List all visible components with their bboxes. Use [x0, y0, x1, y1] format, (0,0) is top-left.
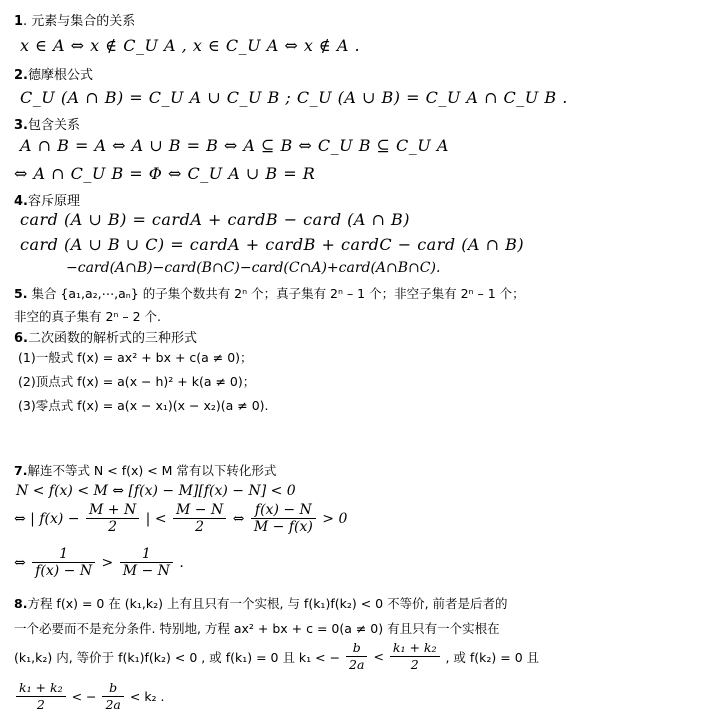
fraction-denominator: 2a [105, 697, 121, 712]
section-5-text-2: 非空的真子集有 2ⁿ – 2 个. [14, 309, 162, 324]
section-4-formula-3: −card(A∩B)−card(B∩C)−card(C∩A)+card(A∩B∩C). [66, 260, 441, 276]
section-5-text-1: 集合 {a₁,a₂,⋯,aₙ} 的子集个数共有 2ⁿ 个；真子集有 2ⁿ – 1 个；非空子集有 2ⁿ – 1 个； [31, 286, 525, 301]
section-7-heading [14, 461, 276, 479]
section-7-l2-part-c: ⇔ [232, 510, 245, 527]
section-7-number: 7. [14, 463, 28, 478]
section-4-formula-1: card (A ∪ B) = cardA + cardB − card (A ∩ B) [20, 210, 411, 229]
section-7-l3-part-a: ⇔ [14, 554, 26, 571]
fraction-numerator: b [102, 680, 123, 697]
section-8-line-4 [14, 680, 165, 713]
section-8-l4-part-a: < − [71, 689, 97, 704]
section-1-title: . 元素与集合的关系 [23, 14, 136, 29]
fraction-numerator: M − N [173, 502, 226, 519]
section-3-formula-1: A ∩ B = A ⇔ A ∪ B = B ⇔ A ⊆ B ⇔ C_U B ⊆ C_U A [20, 136, 449, 155]
section-7-line-1: N < f(x) < M ⇔ [f(x) − M][f(x) − N] < 0 [16, 483, 296, 499]
fraction-numerator: k₁ + k₂ [390, 640, 440, 657]
section-1-heading [14, 10, 135, 29]
fraction-denominator: 2 [36, 697, 45, 712]
section-7-l3-part-b: > [101, 554, 114, 571]
section-3-heading [14, 114, 80, 133]
fraction-numerator: 1 [120, 546, 173, 563]
section-2-heading [14, 64, 93, 83]
section-3-number: 3. [14, 118, 28, 133]
fraction-1-over-m-minus-n [120, 546, 173, 579]
section-3-formula-2: ⇔ A ∩ C_U B = Φ ⇔ C_U A ∪ B = R [14, 164, 316, 183]
section-7-l2-part-b: | < [145, 510, 167, 527]
fraction-1-over-fx-minus-n [32, 546, 95, 579]
fraction-k1-plus-k2-over-2 [390, 640, 440, 673]
fraction-m-minus-n-over-2 [173, 502, 226, 535]
section-5-number: 5. [14, 286, 28, 301]
section-8-l3-part-c: , 或 f(k₂) = 0 且 [445, 649, 540, 665]
section-4-formula-2: card (A ∪ B ∪ C) = cardA + cardB + cardC − card (A ∩ B) [20, 235, 525, 254]
section-3-title: 包含关系 [27, 118, 80, 133]
section-8-l4-part-b: < k₂ . [129, 689, 165, 704]
fraction-numerator: k₁ + k₂ [16, 680, 66, 697]
section-6-item-2: (2)顶点式 f(x) = a(x − h)² + k(a ≠ 0)； [18, 374, 256, 389]
section-7-line-3 [14, 546, 184, 579]
section-4-title: 容斥原理 [27, 194, 80, 209]
fraction-fx-minus-n-over-m-minus-fx [251, 502, 316, 535]
fraction-b-over-2a [102, 680, 123, 713]
fraction-denominator: 2 [410, 657, 419, 672]
section-7-title: 解连不等式 N < f(x) < M 常有以下转化形式 [27, 463, 277, 478]
section-5-line-1 [14, 284, 525, 302]
fraction-denominator: M − f(x) [253, 519, 313, 535]
section-8-line-3 [14, 640, 539, 673]
fraction-numerator: M + N [86, 502, 139, 519]
fraction-m-plus-n-over-2 [86, 502, 139, 535]
section-1-formula: x ∈ A ⇔ x ∉ C_U A , x ∈ C_U A ⇔ x ∉ A . [20, 36, 361, 55]
fraction-numerator: b [346, 640, 367, 657]
section-8-number: 8. [14, 596, 28, 611]
section-6-title: 二次函数的解析式的三种形式 [27, 331, 197, 346]
section-8-line-1 [14, 594, 508, 612]
fraction-k1-plus-k2-over-2 [16, 680, 66, 713]
section-6-item-3: (3)零点式 f(x) = a(x − x₁)(x − x₂)(a ≠ 0). [18, 398, 269, 413]
fraction-numerator: f(x) − N [251, 502, 316, 519]
section-6-item-1: (1)一般式 f(x) = ax² + bx + c(a ≠ 0)； [18, 350, 253, 365]
section-7-line-2 [14, 502, 347, 535]
section-7-l2-part-a: ⇔ | f(x) − [14, 510, 80, 527]
section-2-title: 德摩根公式 [27, 68, 93, 83]
section-7-l2-part-e: > 0 [322, 510, 348, 527]
fraction-denominator: f(x) − N [35, 563, 93, 579]
fraction-denominator: 2a [349, 657, 365, 672]
fraction-denominator: M − N [122, 563, 170, 579]
section-2-number: 2. [14, 68, 28, 83]
section-1-number: 1 [14, 14, 24, 29]
section-8-l3-part-b: < [373, 649, 384, 664]
section-7-l3-part-c: . [179, 554, 184, 571]
section-4-heading [14, 190, 80, 209]
section-6-number: 6. [14, 331, 28, 346]
fraction-b-over-2a [346, 640, 367, 673]
section-8-text-1: 方程 f(x) = 0 在 (k₁,k₂) 上有且只有一个实根, 与 f(k₁)f(k₂) < 0 不等价, 前者是后者的 [27, 596, 508, 611]
section-4-number: 4. [14, 194, 28, 209]
section-6-heading [14, 327, 197, 346]
fraction-denominator: 2 [195, 519, 205, 535]
section-2-formula: C_U (A ∩ B) = C_U A ∪ C_U B ; C_U (A ∪ B) = C_U A ∩ C_U B . [20, 88, 568, 107]
fraction-denominator: 2 [108, 519, 118, 535]
section-8-text-2: 一个必要而不是充分条件. 特别地, 方程 ax² + bx + c = 0(a ≠ 0) 有且只有一个实根在 [14, 621, 500, 636]
fraction-numerator: 1 [32, 546, 95, 563]
section-8-l3-part-a: (k₁,k₂) 内, 等价于 f(k₁)f(k₂) < 0 , 或 f(k₁) = 0 且 k₁ < − [14, 649, 341, 665]
